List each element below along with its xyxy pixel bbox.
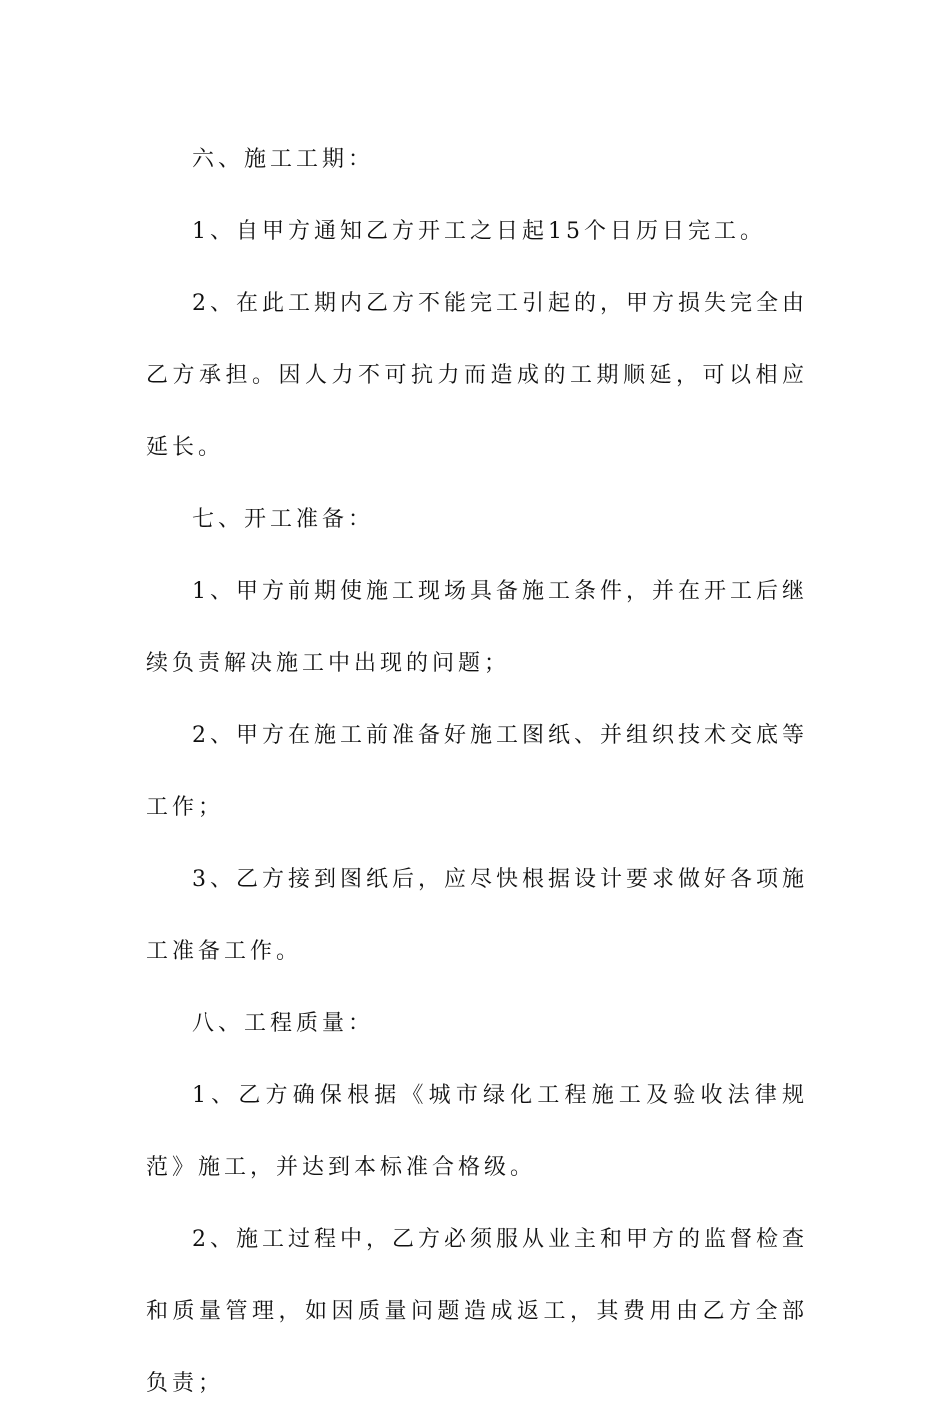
paragraph: 2、施工过程中，乙方必须服从业主和甲方的监督检查和质量管理，如因质量问题造成返工，其费用由乙方全部负责；	[146, 1227, 808, 1396]
paragraph: 1、甲方前期使施工现场具备施工条件，并在开工后继续负责解决施工中出现的问题；	[146, 579, 808, 676]
paragraph: 3、乙方接到图纸后，应尽快根据设计要求做好各项施工准备工作。	[146, 867, 808, 964]
document-body	[146, 124, 808, 1420]
paragraph: 2、在此工期内乙方不能完工引起的，甲方损失完全由乙方承担。因人力不可抗力而造成的工期顺延，可以相应延长。	[146, 291, 808, 460]
section-heading-preparation: 七、开工准备：	[192, 507, 375, 532]
paragraph: 1、自甲方通知乙方开工之日起15个日历日完工。	[192, 219, 766, 244]
paragraph: 1、乙方确保根据《城市绿化工程施工及验收法律规范》施工，并达到本标准合格级。	[146, 1083, 808, 1180]
paragraph: 2、甲方在施工前准备好施工图纸、并组织技术交底等工作；	[146, 723, 808, 820]
section-heading-construction-period: 六、施工工期：	[192, 147, 375, 172]
section-heading-quality: 八、工程质量：	[192, 1011, 375, 1036]
